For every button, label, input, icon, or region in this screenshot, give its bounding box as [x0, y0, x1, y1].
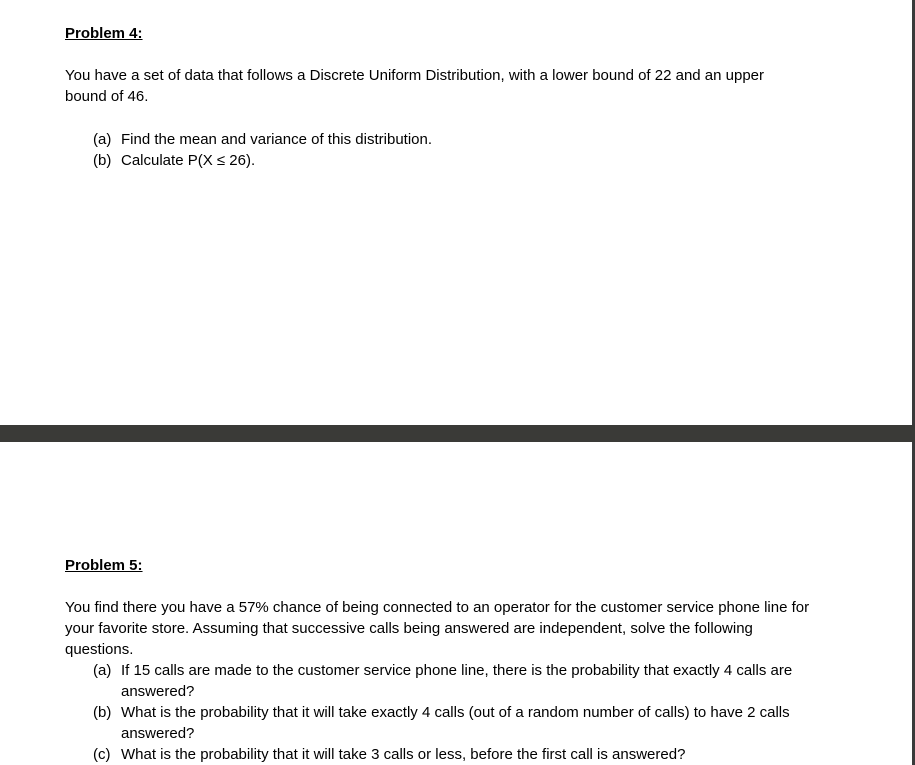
problem-4-questions	[93, 129, 813, 171]
item-text: What is the probability that it will take exactly 4 calls (out of a random number of calls) to have 2 calls answered?	[121, 704, 790, 742]
list-item	[93, 660, 793, 702]
item-text: Find the mean and variance of this distribution.	[121, 131, 433, 148]
problem-5-intro: You find there you have a 57% chance of being connected to an operator for the customer service phone line for your favorite store. Assuming that successive calls being answered are independent, solve the following questions.	[65, 599, 810, 658]
item-marker: (a)	[93, 662, 112, 679]
list-item	[93, 702, 793, 744]
problem-5-heading: Problem 5:	[65, 557, 143, 574]
item-text: What is the probability that it will take 3 calls or less, before the first call is answered?	[121, 746, 686, 763]
problem-4-heading: Problem 4:	[65, 25, 143, 42]
list-item	[93, 744, 793, 765]
problem-5-questions	[93, 660, 793, 765]
item-marker: (c)	[93, 746, 111, 763]
list-item	[93, 150, 813, 171]
item-marker: (b)	[93, 704, 112, 721]
item-marker: (b)	[93, 152, 112, 169]
list-item	[93, 129, 813, 150]
problem-4-intro: You have a set of data that follows a Discrete Uniform Distribution, with a lower bound of 22 and an upper bound of 46.	[65, 67, 765, 105]
page-break	[0, 425, 915, 442]
item-text: Calculate P(X ≤ 26).	[121, 152, 256, 169]
item-marker: (a)	[93, 131, 112, 148]
item-text: If 15 calls are made to the customer service phone line, there is the probability that exactly 4 calls are answered?	[121, 662, 793, 700]
